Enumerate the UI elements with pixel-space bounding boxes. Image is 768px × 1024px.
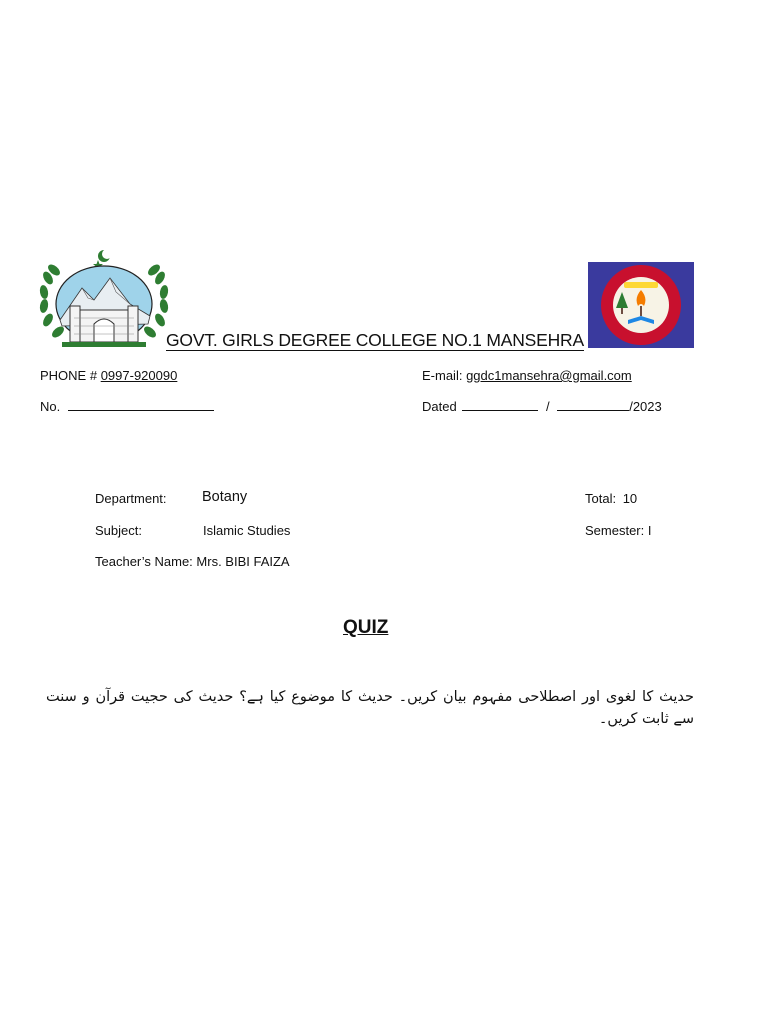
total-line [585,491,637,506]
semester-value: I [647,523,652,538]
subject-label: Subject: [95,523,142,538]
teacher-label: Teacher’s Name: [95,554,193,569]
date-day-blank [462,398,538,411]
teacher-line [95,554,290,569]
total-label: Total: [585,491,617,506]
phone-label: PHONE # [40,368,98,383]
date-month-blank [557,398,629,411]
department-value: Botany [202,489,248,505]
subject-value: Islamic Studies [203,523,291,538]
phone-number: 0997-920090 [100,368,178,383]
date-line [422,398,662,414]
email-label: E-mail: [422,368,463,383]
number-blank [68,398,214,411]
semester-line [585,523,652,538]
department-label: Department: [95,491,167,506]
quiz-title: QUIZ [343,617,389,638]
college-name: GOVT. GIRLS DEGREE COLLEGE NO.1 MANSEHRA [166,330,584,350]
total-value: 10 [622,491,638,506]
dated-label: Dated [422,399,457,414]
kpk-emblem-icon [38,248,170,348]
semester-label: Semester: [585,523,645,538]
teacher-name: Mrs. BIBI FAIZA [196,554,290,569]
phone-line [40,368,177,383]
date-year: /2023 [629,399,662,414]
email-address: ggdc1mansehra@gmail.com [466,368,632,383]
number-label: No. [40,399,61,414]
college-seal-icon [588,262,694,348]
quiz-question: حدیث کا لغوی اور اصطلاحی مفہوم بیان کریں۔ حدیث کا موضوع کیا ہے؟ حدیث کی حجیت قرآن و سنت سے ثابت کریں۔ [46,689,694,727]
number-line [40,398,214,414]
email-line [422,368,632,383]
date-separator: / [545,399,550,414]
